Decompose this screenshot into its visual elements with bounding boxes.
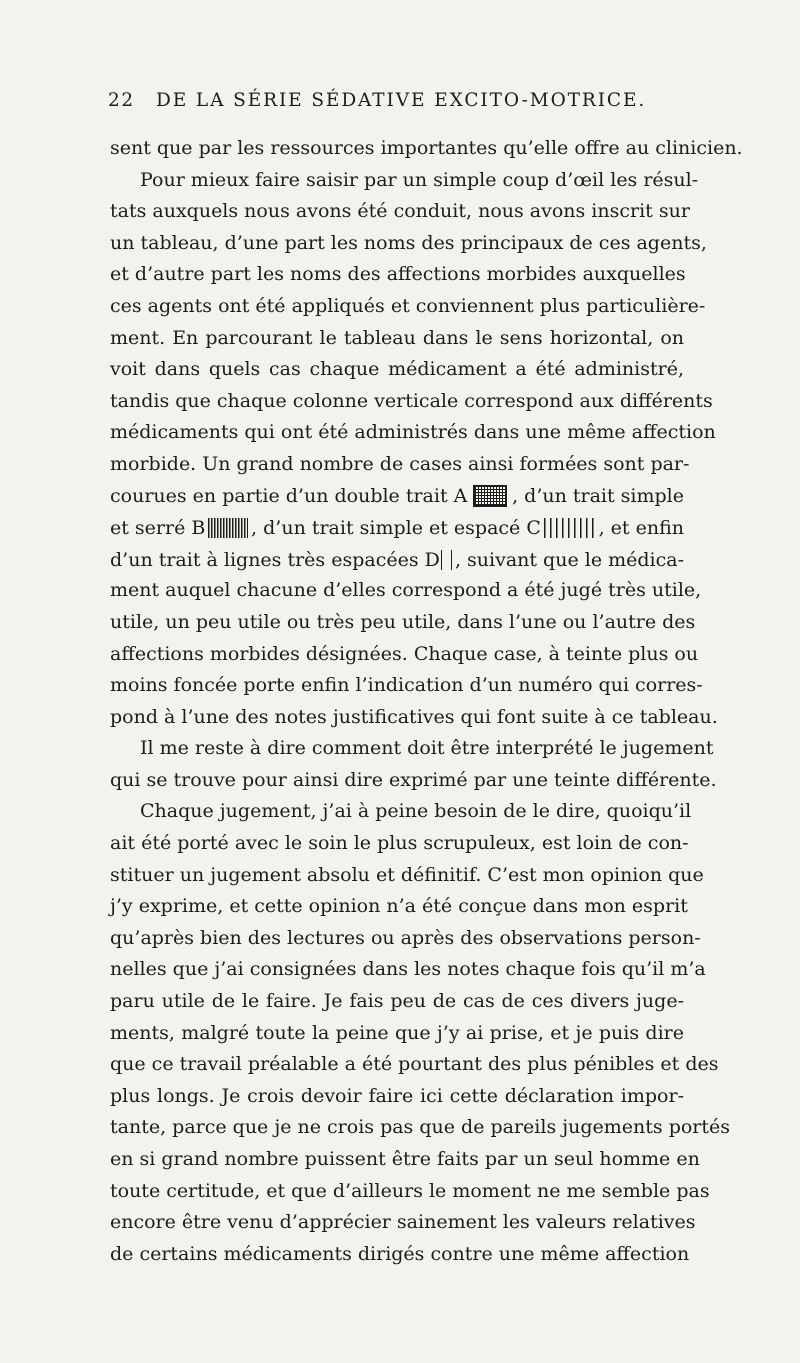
text-line: en si grand nombre puissent être faits par un seul homme en [110, 1148, 700, 1170]
text-segment: d’un trait à lignes très espacées D [110, 548, 440, 571]
text-line-swatch-a [110, 481, 684, 513]
text-segment: et serré B [110, 516, 206, 539]
text-line: plus longs. Je crois devoir faire ici cette déclaration impor- [110, 1084, 684, 1107]
text-line: j’y exprime, et cette opinion n’a été conçue dans mon esprit [110, 895, 688, 918]
text-line: de certains médicaments dirigés contre une même affection [110, 1242, 690, 1265]
text-line: stituer un jugement absolu et définitif. C’est mon opinion que [110, 863, 704, 886]
text-line: toute certitude, et que d’ailleurs le moment ne me semble pas [110, 1179, 710, 1202]
text-line: moins foncée porte enfin l’indication d’un numéro qui corres- [110, 674, 703, 697]
text-line: ment. En parcourant le tableau dans le sens horizontal, on [110, 326, 684, 349]
text-line: ment auquel chacune d’elles correspond a été jugé très utile, [110, 579, 702, 602]
text-line: tats auxquels nous avons été conduit, nous avons inscrit sur [110, 200, 690, 223]
text-line: Chaque jugement, j’ai à peine besoin de le dire, quoiqu’il [140, 800, 692, 823]
text-line: que ce travail préalable a été pourtant des plus pénibles et des [110, 1053, 719, 1076]
running-head [108, 90, 675, 114]
text-line: sent que par les ressources importantes qu’elle offre au clinicien. [110, 137, 743, 159]
text-line: ces agents ont été appliqués et conviennent plus particulière- [110, 294, 706, 317]
text-line-swatch-bc [110, 512, 684, 544]
text-line: médicaments qui ont été administrés dans une même affection [110, 421, 716, 444]
text-line: qu’après bien des lectures ou après des observations person- [110, 926, 701, 949]
text-line: tante, parce que je ne crois pas que de pareils jugements portés [110, 1116, 731, 1139]
text-line-swatch-d [110, 544, 684, 576]
text-segment: , et enfin [598, 516, 684, 539]
text-line: pond à l’une des notes justificatives qui font suite à ce tableau. [110, 705, 718, 728]
text-segment: , suivant que le médica- [454, 548, 684, 571]
text-line: voit dans quels cas chaque médicament a été administré, [110, 358, 684, 381]
hatch-swatch-c [544, 518, 596, 538]
text-line: paru utile de le faire. Je fais peu de cas de ces divers juge- [110, 990, 684, 1013]
text-line: ait été porté avec le soin le plus scrupuleux, est loin de con- [110, 832, 689, 855]
text-line: Il me reste à dire comment doit être interprété le jugement [140, 737, 714, 760]
text-line: encore être venu d’apprécier sainement les valeurs relatives [110, 1211, 696, 1234]
hatch-swatch-d [441, 550, 454, 570]
text-line: nelles que j’ai consignées dans les notes chaque fois qu’il m’a [110, 958, 706, 981]
hatch-swatch-a [473, 485, 507, 507]
running-head-title: DE LA SÉRIE SÉDATIVE EXCITO-MOTRICE. [156, 90, 647, 111]
text-line: tandis que chaque colonne verticale correspond aux différents [110, 389, 713, 412]
hatch-swatch-b [208, 518, 248, 538]
text-segment: , d’un trait simple [512, 485, 684, 508]
text-line: morbide. Un grand nombre de cases ainsi formées sont par- [110, 452, 690, 475]
text-line: affections morbides désignées. Chaque case, à teinte plus ou [110, 642, 699, 665]
page-number: 22 [108, 90, 135, 111]
text-line: utile, un peu utile ou très peu utile, dans l’une ou l’autre des [110, 610, 696, 633]
body-text [110, 133, 743, 1270]
text-line: Pour mieux faire saisir par un simple coup d’œil les résul- [140, 168, 699, 191]
text-line: et d’autre part les noms des affections morbides auxquelles [110, 263, 686, 286]
text-segment: courues en partie d’un double trait A [110, 485, 468, 508]
text-line: ments, malgré toute la peine que j’y ai prise, et je puis dire [110, 1021, 684, 1044]
text-line: un tableau, d’une part les noms des principaux de ces agents, [110, 231, 707, 254]
text-segment: , d’un trait simple et espacé C [251, 516, 541, 539]
text-line: qui se trouve pour ainsi dire exprimé par une teinte différente. [110, 768, 717, 791]
